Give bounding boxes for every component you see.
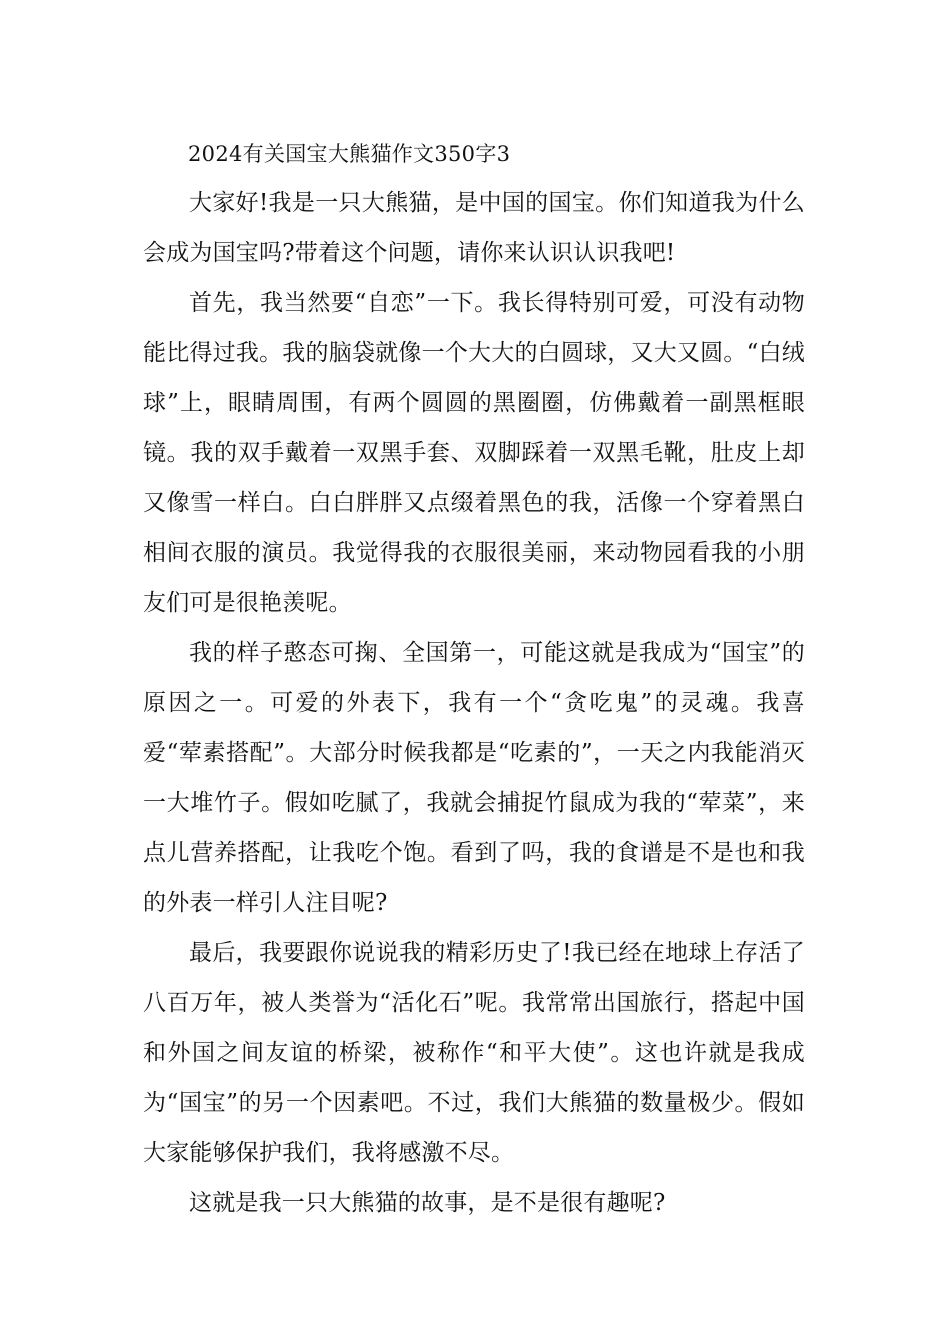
document-title: 2024有关国宝大熊猫作文350字3: [188, 142, 511, 166]
paragraph-intro: 大家好!我是一只大熊猫，是中国的国宝。你们知道我为什么会成为国宝吗?带着这个问题，请你来认识认识我吧!: [143, 190, 805, 266]
paragraph-history: 最后，我要跟你说说我的精彩历史了!我已经在地球上存活了八百万年，被人类誉为“活化石”呢。我常常出国旅行，搭起中国和外国之间友谊的桥梁，被称作“和平大使”。这也许就是我成为“国宝”的另一个因素吧。不过，我们大熊猫的数量极少。假如大家能够保护我们，我将感激不尽。: [143, 940, 805, 1166]
paragraph-diet: 我的样子憨态可掬、全国第一，可能这就是我成为“国宝”的原因之一。可爱的外表下，我有一个“贪吃鬼”的灵魂。我喜爱“荤素搭配”。大部分时候我都是“吃素的”，一天之内我能消灭一大堆竹子。假如吃腻了，我就会捕捉竹鼠成为我的“荤菜”，来点儿营养搭配，让我吃个饱。看到了吗，我的食谱是不是也和我的外表一样引人注目呢?: [143, 640, 805, 916]
paragraph-conclusion: 这就是我一只大熊猫的故事，是不是很有趣呢?: [189, 1190, 666, 1216]
document-body: [143, 178, 805, 1228]
paragraph-appearance: 首先，我当然要“自恋”一下。我长得特别可爱，可没有动物能比得过我。我的脑袋就像一个大大的白圆球，又大又圆。“白绒球”上，眼睛周围，有两个圆圆的黑圈圈，仿佛戴着一副黑框眼镜。我的双手戴着一双黑手套、双脚踩着一双黑毛靴，肚皮上却又像雪一样白。白白胖胖又点缀着黑色的我，活像一个穿着黑白相间衣服的演员。我觉得我的衣服很美丽，来动物园看我的小朋友们可是很艳羡呢。: [143, 290, 805, 616]
